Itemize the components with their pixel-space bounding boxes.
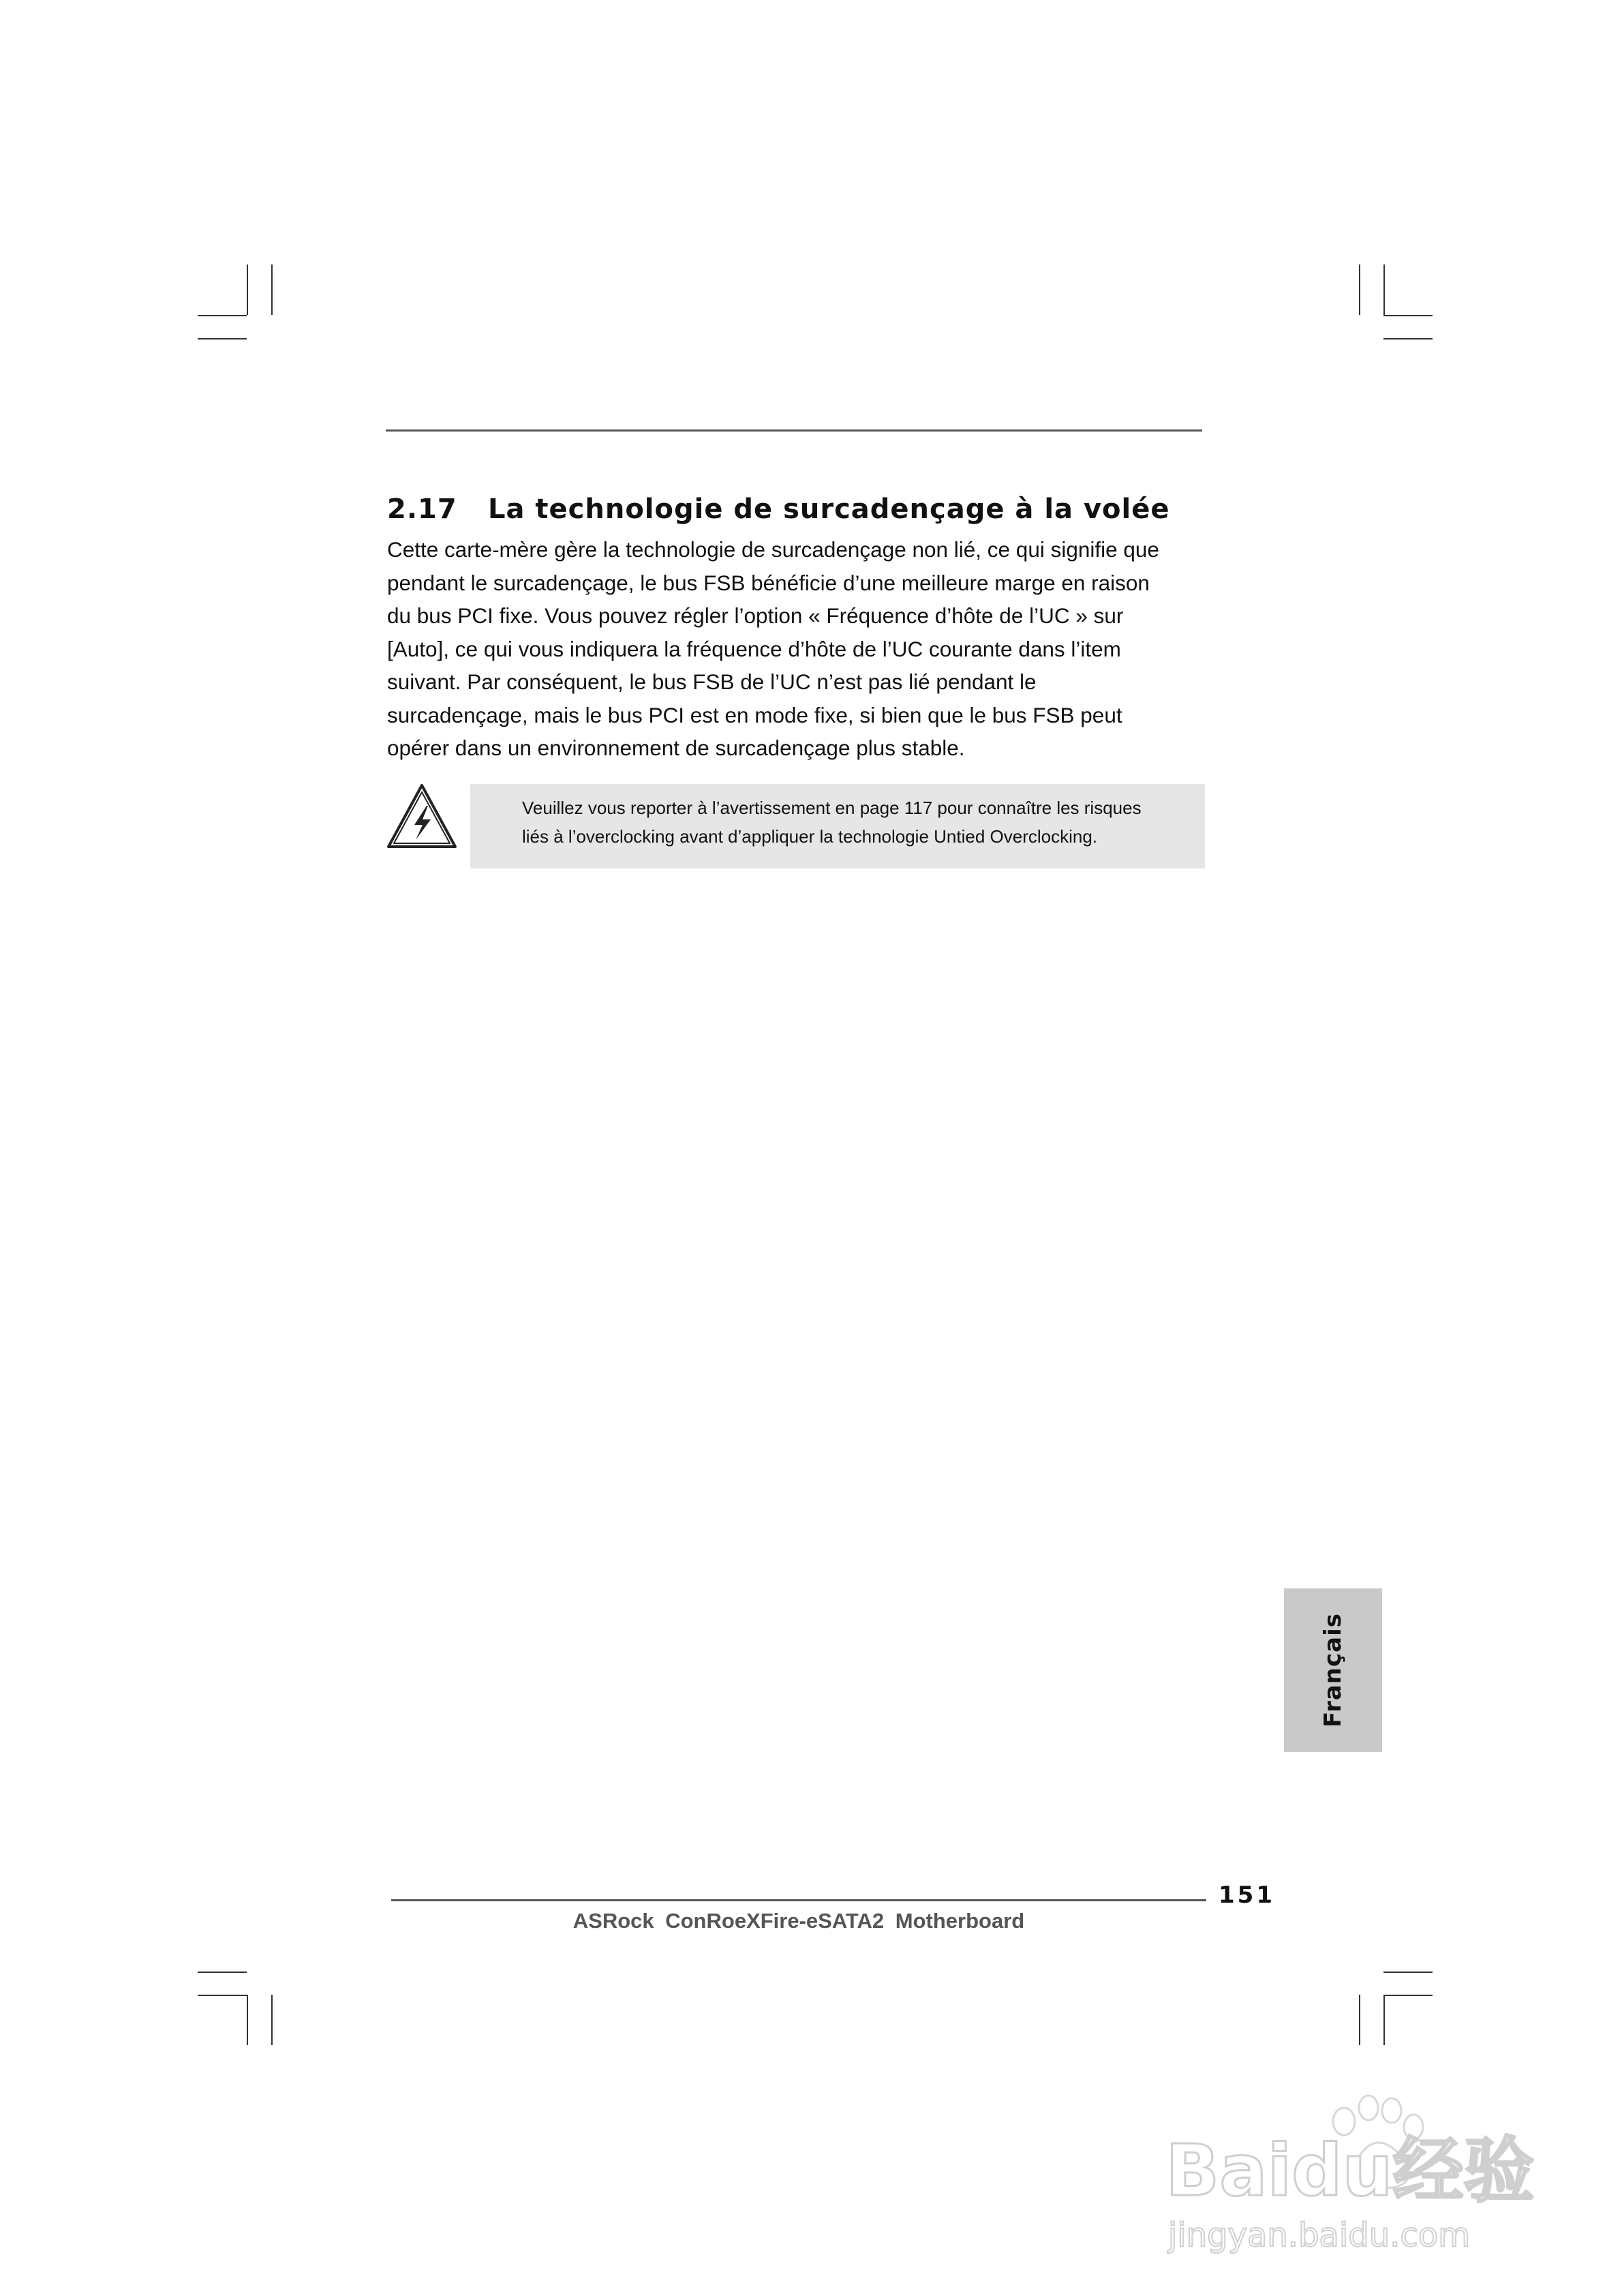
crop-mark — [198, 1972, 247, 1973]
body-line: opérer dans un environnement de surcadençage plus stable. — [387, 736, 965, 760]
section-heading — [387, 494, 1219, 525]
warning-note-text — [522, 794, 1204, 851]
body-line: suivant. Par conséquent, le bus FSB de l’UC n’est pas lié pendant le — [387, 669, 1037, 694]
watermark-url: jingyan.baidu.com — [1168, 2216, 1470, 2254]
section-number: 2.17 — [387, 494, 457, 525]
crop-mark — [271, 1995, 273, 2045]
warning-lightning-icon — [386, 783, 458, 851]
crop-mark — [1359, 1995, 1360, 2045]
body-line: surcadençage, mais le bus PCI est en mode fixe, si bien que le bus FSB peut — [387, 702, 1122, 727]
header-rule — [386, 429, 1202, 432]
section-title: La technologie de surcadençage à la volée — [488, 494, 1170, 525]
language-tab-label: Français — [1319, 1613, 1347, 1727]
body-line: du bus PCI fixe. Vous pouvez régler l’option « Fréquence d’hôte de l’UC » sur — [387, 603, 1124, 628]
crop-mark — [247, 265, 248, 315]
body-line: [Auto], ce qui vous indiquera la fréquence d’hôte de l’UC courante dans l’item — [387, 636, 1121, 661]
body-paragraph — [387, 533, 1219, 765]
crop-mark — [1383, 265, 1385, 315]
watermark-brand: Baidu经验 — [1165, 2129, 1535, 2212]
note-line: liés à l’overclocking avant d’appliquer la technologie Untied Overclocking. — [522, 826, 1098, 847]
crop-mark — [1383, 1972, 1433, 1973]
crop-mark — [198, 338, 247, 339]
crop-mark — [1383, 338, 1433, 339]
crop-mark — [247, 1995, 248, 2045]
crop-mark — [1383, 315, 1433, 316]
footer-text: ASRock ConRoeXFire-eSATA2 Motherboard — [572, 1909, 1025, 1933]
note-line: Veuillez vous reporter à l’avertissement en page 117 pour connaître les risques — [522, 798, 1142, 818]
crop-mark — [1383, 1995, 1433, 1996]
body-line: Cette carte-mère gère la technologie de surcadençage non lié, ce qui signifie que — [387, 537, 1159, 562]
baidu-watermark — [1152, 2059, 1547, 2263]
crop-mark — [198, 1995, 247, 1996]
body-line: pendant le surcadençage, le bus FSB bénéficie d’une meilleure marge en raison — [387, 570, 1150, 595]
footer-rule — [391, 1899, 1206, 1901]
crop-mark — [198, 315, 247, 316]
crop-mark — [1359, 265, 1360, 315]
page-number: 151 — [1219, 1882, 1275, 1909]
crop-mark — [1383, 1995, 1385, 2045]
crop-mark — [271, 265, 273, 315]
